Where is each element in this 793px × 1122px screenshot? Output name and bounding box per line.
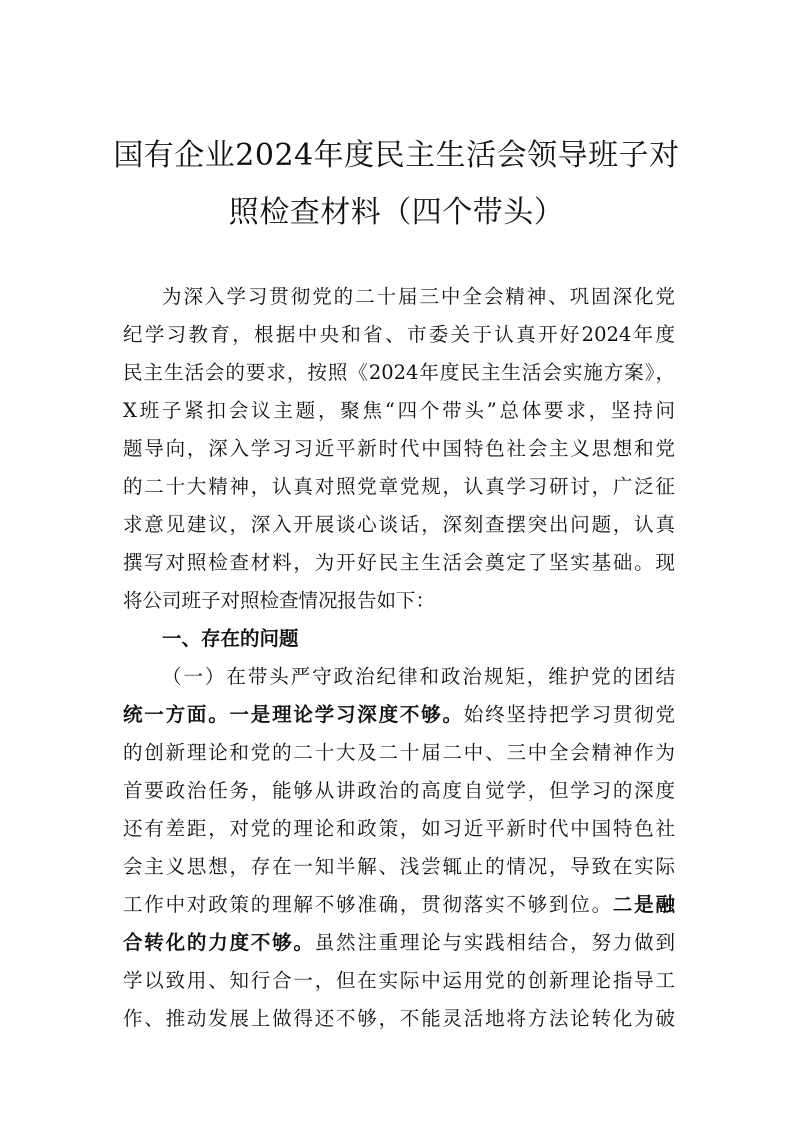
subsection-line: 还有差距，对党的理论和政策，如习近平新时代中国特色社 bbox=[123, 817, 675, 840]
document-title-line-1: 国有企业2024年度民主生活会领导班子对 bbox=[113, 138, 680, 173]
document-title-line-2: 照检查材料（四个带头） bbox=[228, 195, 565, 230]
intro-paragraph-line: 纪学习教育，根据中央和省、市委关于认真开好2024年度 bbox=[123, 323, 675, 346]
intro-paragraph-line: X班子紧扣会议主题，聚焦“四个带头”总体要求，坚持问 bbox=[123, 399, 675, 422]
bold-phrase: 统一方面。一是理论学习深度不够。 bbox=[123, 703, 464, 726]
subsection-line: 首要政治任务，能够从讲政治的高度自觉学，但学习的深度 bbox=[123, 779, 675, 802]
text-run: 工作中对政策的理解不够准确，贯彻落实不够到位。 bbox=[123, 893, 613, 916]
intro-paragraph-line: 为深入学习贯彻党的二十届三中全会精神、巩固深化党 bbox=[162, 285, 675, 308]
text-run: 始终坚持把学习贯彻党 bbox=[463, 703, 675, 726]
intro-paragraph-line: 撰写对照检查材料，为开好民主生活会奠定了坚实基础。现 bbox=[123, 551, 675, 574]
subsection-line: 会主义思想，存在一知半解、浅尝辄止的情况，导致在实际 bbox=[123, 855, 675, 878]
subsection-line: 学以致用、知行合一，但在实际中运用党的创新理论指导工 bbox=[123, 969, 675, 992]
intro-paragraph-line: 民主生活会的要求，按照《2024年度民主生活会实施方案》， bbox=[123, 361, 675, 384]
subsection-line: 的创新理论和党的二十大及二十届二中、三中全会精神作为 bbox=[123, 741, 675, 764]
intro-paragraph-line: 求意见建议，深入开展谈心谈话，深刻查摆突出问题，认真 bbox=[123, 513, 675, 536]
intro-paragraph-line: 的二十大精神，认真对照党章党规，认真学习研讨，广泛征 bbox=[123, 475, 675, 498]
text-run: 虽然注重理论与实践相结合，努力做到 bbox=[314, 931, 675, 954]
intro-paragraph-line: 将公司班子对照检查情况报告如下： bbox=[123, 589, 436, 612]
subsection-line bbox=[123, 933, 675, 953]
subsection-line: （一）在带头严守政治纪律和政治规矩，维护党的团结 bbox=[162, 665, 675, 688]
intro-paragraph-line: 题导向，深入学习习近平新时代中国特色社会主义思想和党 bbox=[123, 437, 675, 460]
section-heading: 一、存在的问题 bbox=[162, 627, 299, 650]
bold-phrase: 二是融 bbox=[612, 893, 675, 916]
subsection-line bbox=[123, 705, 675, 725]
subsection-line bbox=[123, 895, 675, 915]
subsection-line: 作、推动发展上做得还不够，不能灵活地将方法论转化为破 bbox=[123, 1007, 675, 1030]
bold-phrase: 合转化的力度不够。 bbox=[123, 931, 315, 954]
